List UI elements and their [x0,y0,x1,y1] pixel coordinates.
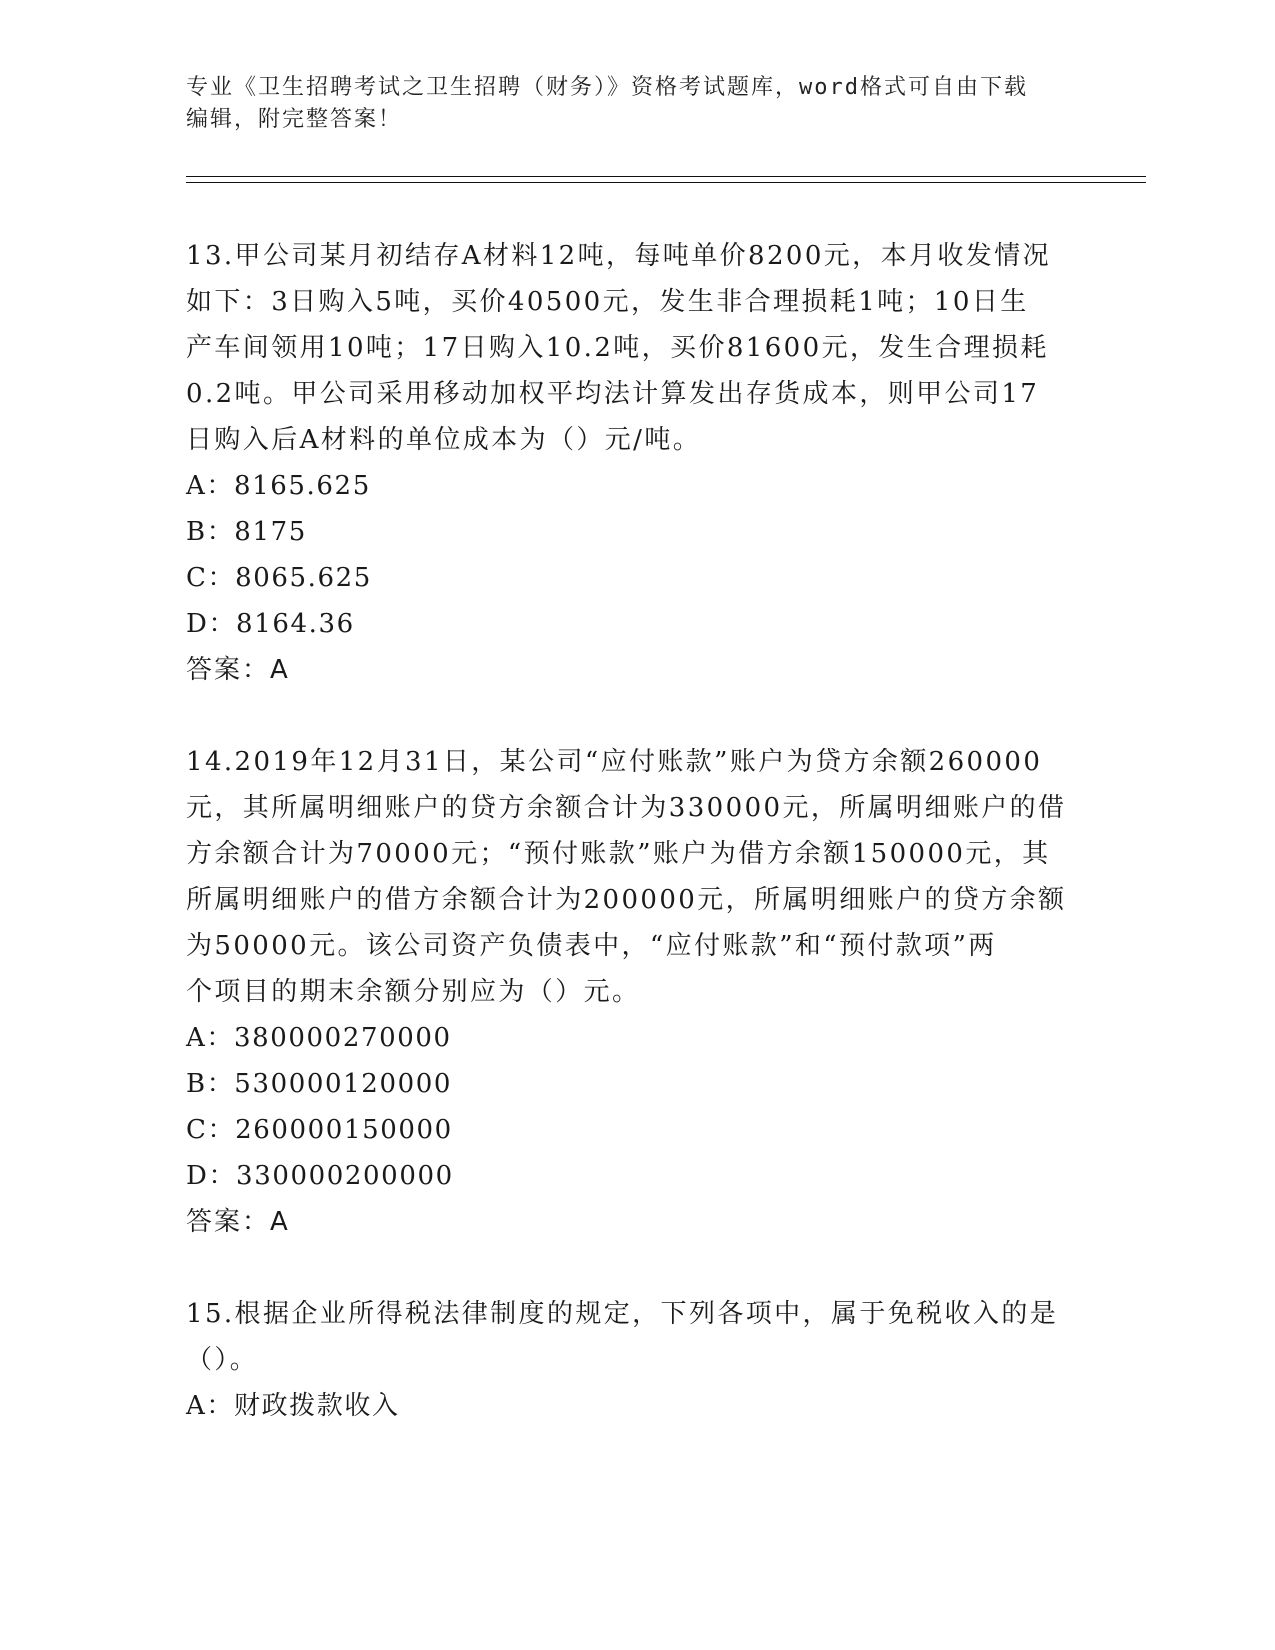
stem-line: 15.根据企业所得税法律制度的规定，下列各项中，属于免税收入的是 [186,1299,1059,1329]
stem-line: 13.甲公司某月初结存A材料12吨，每吨单价8200元，本月收发情况 [186,241,1051,271]
option-d: D：8164.36 [186,609,355,639]
stem-line: 产车间领用10吨；17日购入10.2吨，买价81600元，发生合理损耗 [186,333,1049,363]
answer-line: 答案：A [186,1207,290,1237]
option-c: C：8065.625 [186,563,372,593]
option-b: B：8175 [186,517,307,547]
stem-line: 所属明细账户的借方余额合计为200000元，所属明细账户的贷方余额 [186,885,1067,915]
question-15 [186,1291,1066,1429]
header-line: 专业《卫生招聘考试之卫生招聘（财务）》资格考试题库，word格式可自由下载 [186,75,1028,100]
header-divider-bottom [186,182,1146,183]
question-list [186,233,1066,1475]
question-13 [186,233,1066,693]
stem-line: 14.2019年12月31日，某公司“应付账款”账户为贷方余额260000 [186,747,1043,777]
stem-line: 方余额合计为70000元；“预付账款”账户为借方余额150000元，其 [186,839,1051,869]
option-a: A：8165.625 [186,471,371,501]
option-b: B：530000120000 [186,1069,453,1099]
question-stem [186,233,1066,463]
stem-line: 如下：3日购入5吨，买价40500元，发生非合理损耗1吨；10日生 [186,287,1029,317]
stem-line: （）。 [186,1345,259,1375]
question-stem [186,739,1066,1015]
stem-line: 个项目的期末余额分别应为（）元。 [186,977,641,1007]
option-a: A：380000270000 [186,1023,452,1053]
option-a: A：财政拨款收入 [186,1391,400,1421]
stem-line: 元，其所属明细账户的贷方余额合计为330000元，所属明细账户的借 [186,793,1067,823]
question-stem [186,1291,1066,1383]
header-line: 编辑，附完整答案！ [186,107,403,132]
document-header [186,72,1066,136]
option-d: D：330000200000 [186,1161,454,1191]
answer-line: 答案：A [186,655,290,685]
question-14 [186,739,1066,1245]
stem-line: 0.2吨。甲公司采用移动加权平均法计算发出存货成本，则甲公司17 [186,379,1040,409]
header-divider-top [186,176,1146,177]
stem-line: 为50000元。该公司资产负债表中，“应付账款”和“预付款项”两 [186,931,997,961]
option-c: C：260000150000 [186,1115,453,1145]
stem-line: 日购入后A材料的单位成本为（）元/吨。 [186,425,702,455]
